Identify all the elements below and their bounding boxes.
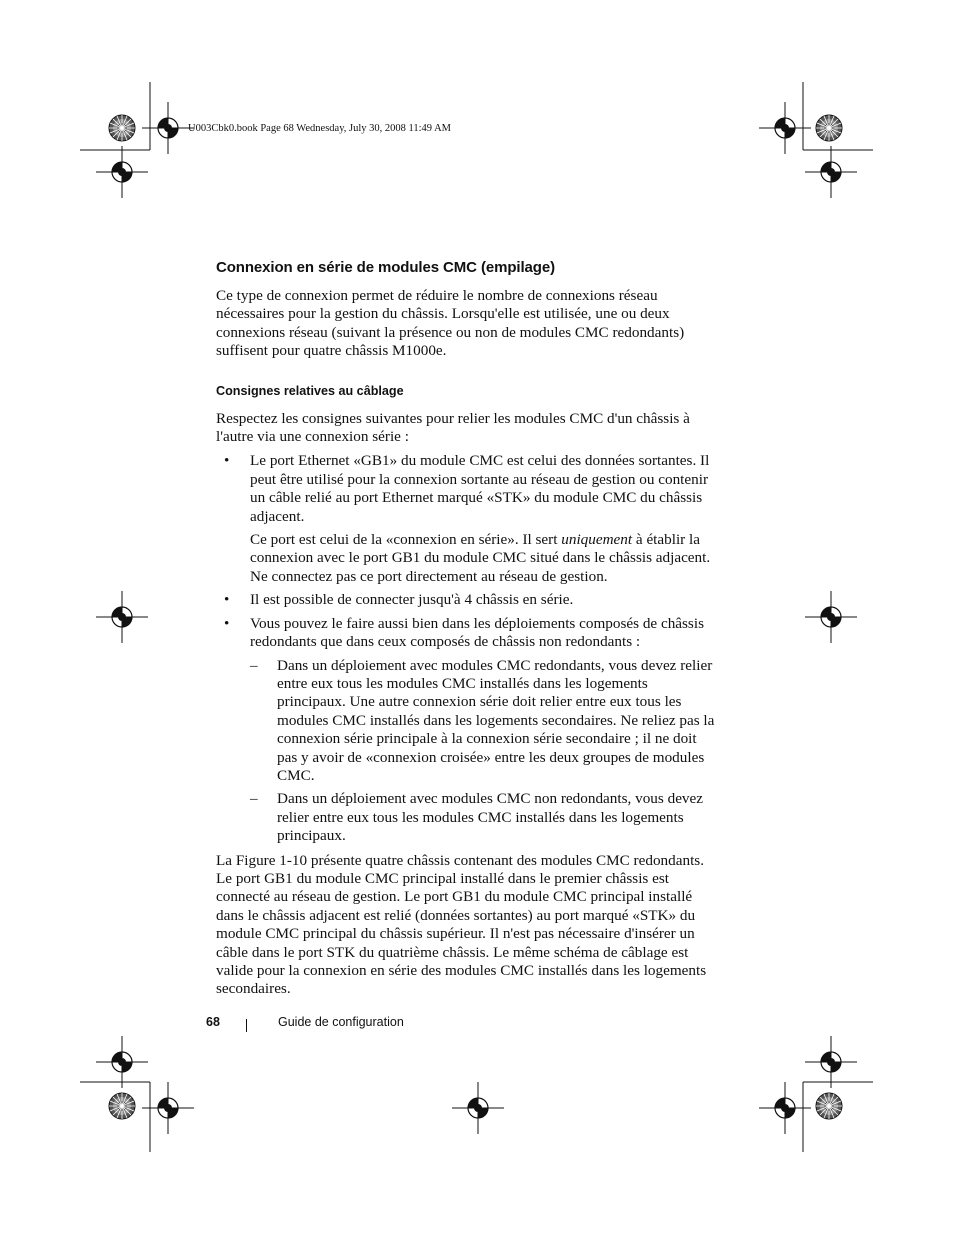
closing-paragraph: La Figure 1-10 présente quatre châssis contenant des modules CMC redondants. Le port GB1 du module CMC principal installé dans le premier châssis est connecté au réseau de gestion. Le port GB1 du module CMC principal installé dans le châssis adjacent est relié (données sortantes) au port marqué «STK» du module CMC principal du châssis supérieur. Il n'est pas nécessaire d'insérer un câble dans le port STK du quatrième châssis. Le même schéma de câblage est valide pour la connexion en série des modules CMC installés dans les logements secondaires. xyxy=(216,851,707,998)
section-title: Connexion en série de modules CMC (empilage) xyxy=(216,259,555,276)
guidelines-intro: Respectez les consignes suivantes pour relier les modules CMC d'un châssis à l'autre via une connexion série : xyxy=(216,409,690,446)
print-slug: U003Cbk0.book Page 68 Wednesday, July 30, 2008 11:49 AM xyxy=(188,123,452,134)
bullet-glyph: • xyxy=(224,614,230,632)
page-number: 68 xyxy=(206,1015,220,1029)
dash-glyph: – xyxy=(250,656,258,674)
sub-list xyxy=(250,657,716,846)
intro-paragraph: Ce type de connexion permet de réduire le nombre de connexions réseau nécessaires pour la gestion du châssis. Lorsqu'elle est utilisée, une ou deux connexions réseau (suivant la présence ou non de modules CMC redondants) suffisent pour quatre châssis M1000e. xyxy=(216,287,685,360)
bullet-glyph: • xyxy=(224,452,230,470)
dash-glyph: – xyxy=(250,790,258,808)
note-emphasis: uniquement xyxy=(561,531,633,549)
footer-title: Guide de configuration xyxy=(278,1015,404,1029)
list-item xyxy=(216,452,716,586)
list-item-text: Vous pouvez le faire aussi bien dans les déploiements composés de châssis redondants que dans ceux composés de châssis non redondants : xyxy=(250,614,704,651)
subsection-title: Consignes relatives au câblage xyxy=(216,383,404,398)
sub-list-item xyxy=(250,790,716,845)
page-content xyxy=(216,258,716,999)
list-item xyxy=(216,615,716,846)
list-item-note xyxy=(250,531,716,586)
list-item-text: Il est possible de connecter jusqu'à 4 châssis en série. xyxy=(250,591,574,609)
sub-list-item-text: Dans un déploiement avec modules CMC non redondants, vous devez relier entre eux tous les modules CMC installés dans les logements principaux. xyxy=(277,790,704,845)
sub-list-item xyxy=(250,657,716,786)
guidelines-list xyxy=(216,452,716,845)
sub-list-item-text: Dans un déploiement avec modules CMC redondants, vous devez relier entre eux tous les modules CMC installés dans les logements principaux. Une autre connexion série doit relier entre eux tous les modules CMC installés dans les logements secondaires. Ne reliez pas la connexion série principale à la connexion série secondaire ; il ne doit pas y avoir de «connexion croisée» entre les deux groupes de modules CMC. xyxy=(277,656,715,784)
footer-separator xyxy=(246,1019,247,1032)
note-text-start: Ce port est celui de la «connexion en série». Il sert xyxy=(250,531,562,549)
list-item xyxy=(216,591,716,609)
list-item-text: Le port Ethernet «GB1» du module CMC est celui des données sortantes. Il peut être utilisé pour la connexion sortante au réseau de gestion ou contenir un câble relié au port Ethernet marqué «STK» du module CMC du châssis adjacent. xyxy=(250,452,710,525)
bullet-glyph: • xyxy=(224,591,230,609)
note-text-end: à établir la connexion avec le port GB1 du module CMC situé dans le châssis adjacent. Ne connectez pas ce port directement au réseau de gestion. xyxy=(250,531,711,585)
